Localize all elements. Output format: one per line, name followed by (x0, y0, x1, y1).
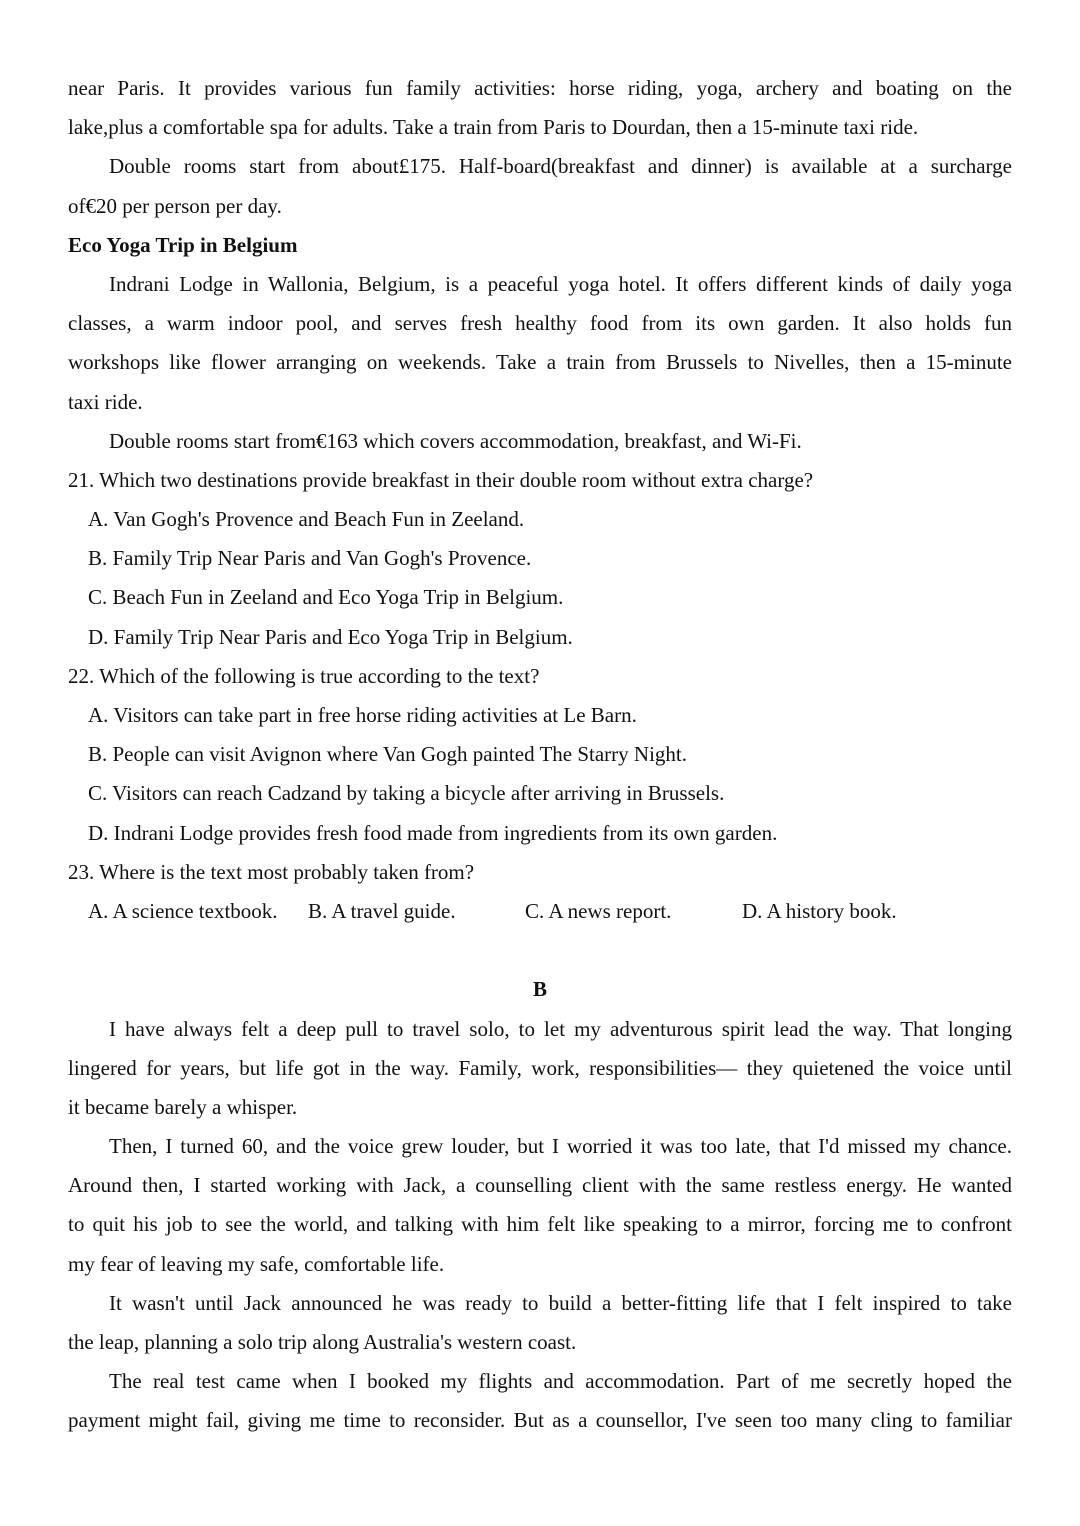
b-para1-line3: it became barely a whisper. (68, 1094, 298, 1119)
paris-para2-line2: of€20 per person per day. (68, 193, 282, 218)
question-23-stem: 23. Where is the text most probably taken from? (68, 859, 475, 884)
paris-para1-line2: lake,plus a comfortable spa for adults. Take a train from Paris to Dourdan, then a 15-minute taxi ride. (68, 115, 919, 140)
belgium-para1-line1: Indrani Lodge in Wallonia, Belgium, is a peaceful yoga hotel. It offers different kinds of daily yoga (109, 271, 1012, 296)
paris-para2-line1: Double rooms start from about£175. Half-board(breakfast and dinner) is available at a surcharge (109, 154, 1012, 179)
belgium-para1-line2: classes, a warm indoor pool, and serves fresh healthy food from its own garden. It also holds fun (68, 311, 1012, 336)
b-para1-line2: lingered for years, but life got in the way. Family, work, responsibilities— they quietened the voice until (68, 1055, 1012, 1080)
belgium-para2: Double rooms start from€163 which covers accommodation, breakfast, and Wi-Fi. (109, 428, 802, 453)
question-21-option-d: D. Family Trip Near Paris and Eco Yoga Trip in Belgium. (88, 624, 573, 649)
b-para4-line2: payment might fail, giving me time to reconsider. But as a counsellor, I've seen too many cling to familiar (68, 1408, 1012, 1433)
question-21-stem: 21. Which two destinations provide breakfast in their double room without extra charge? (68, 467, 814, 492)
question-21-option-c: C. Beach Fun in Zeeland and Eco Yoga Trip in Belgium. (88, 585, 564, 610)
question-23-option-b: B. A travel guide. (308, 898, 456, 923)
section-b-heading: B (532, 977, 547, 1002)
question-22-option-c: C. Visitors can reach Cadzand by taking a bicycle after arriving in Brussels. (88, 781, 725, 806)
question-23-options (68, 892, 1012, 931)
belgium-para1-line4: taxi ride. (68, 389, 143, 414)
question-23-option-a: A. A science textbook. (88, 898, 278, 923)
b-para1-line1: I have always felt a deep pull to travel solo, to let my adventurous spirit lead the way. That longing (109, 1016, 1012, 1041)
question-22-option-a: A. Visitors can take part in free horse riding activities at Le Barn. (88, 703, 637, 727)
document-page (68, 69, 1012, 1441)
b-para2-line2: Around then, I started working with Jack, a counselling client with the same restless energy. He wanted (68, 1173, 1012, 1198)
question-21-option-b: B. Family Trip Near Paris and Van Gogh's Provence. (88, 546, 532, 571)
question-22-option-d: D. Indrani Lodge provides fresh food made from ingredients from its own garden. (88, 820, 778, 845)
question-23-option-d: D. A history book. (742, 898, 897, 923)
b-para3-line1: It wasn't until Jack announced he was ready to build a better-fitting life that I felt inspired to take (109, 1290, 1012, 1315)
b-para3-line2: the leap, planning a solo trip along Australia's western coast. (68, 1330, 577, 1354)
b-para2-line1: Then, I turned 60, and the voice grew louder, but I worried it was too late, that I'd missed my chance. (109, 1134, 1012, 1159)
belgium-heading: Eco Yoga Trip in Belgium (68, 232, 298, 257)
belgium-para1-line3: workshops like flower arranging on weekends. Take a train from Brussels to Nivelles, then a 15-minute (68, 350, 1012, 375)
b-para2-line4: my fear of leaving my safe, comfortable life. (68, 1251, 445, 1276)
question-22-stem: 22. Which of the following is true according to the text? (68, 663, 540, 688)
b-para2-line3: to quit his job to see the world, and talking with him felt like speaking to a mirror, forcing me to confront (68, 1212, 1012, 1237)
question-21-option-a: A. Van Gogh's Provence and Beach Fun in Zeeland. (88, 507, 525, 532)
paris-para1-line1: near Paris. It provides various fun family activities: horse riding, yoga, archery and boating on the (68, 76, 1012, 100)
question-23-option-c: C. A news report. (525, 898, 672, 923)
b-para4-line1: The real test came when I booked my flights and accommodation. Part of me secretly hoped the (109, 1369, 1012, 1394)
question-22-option-b: B. People can visit Avignon where Van Gogh painted The Starry Night. (88, 742, 687, 767)
section-gap (68, 931, 1012, 970)
